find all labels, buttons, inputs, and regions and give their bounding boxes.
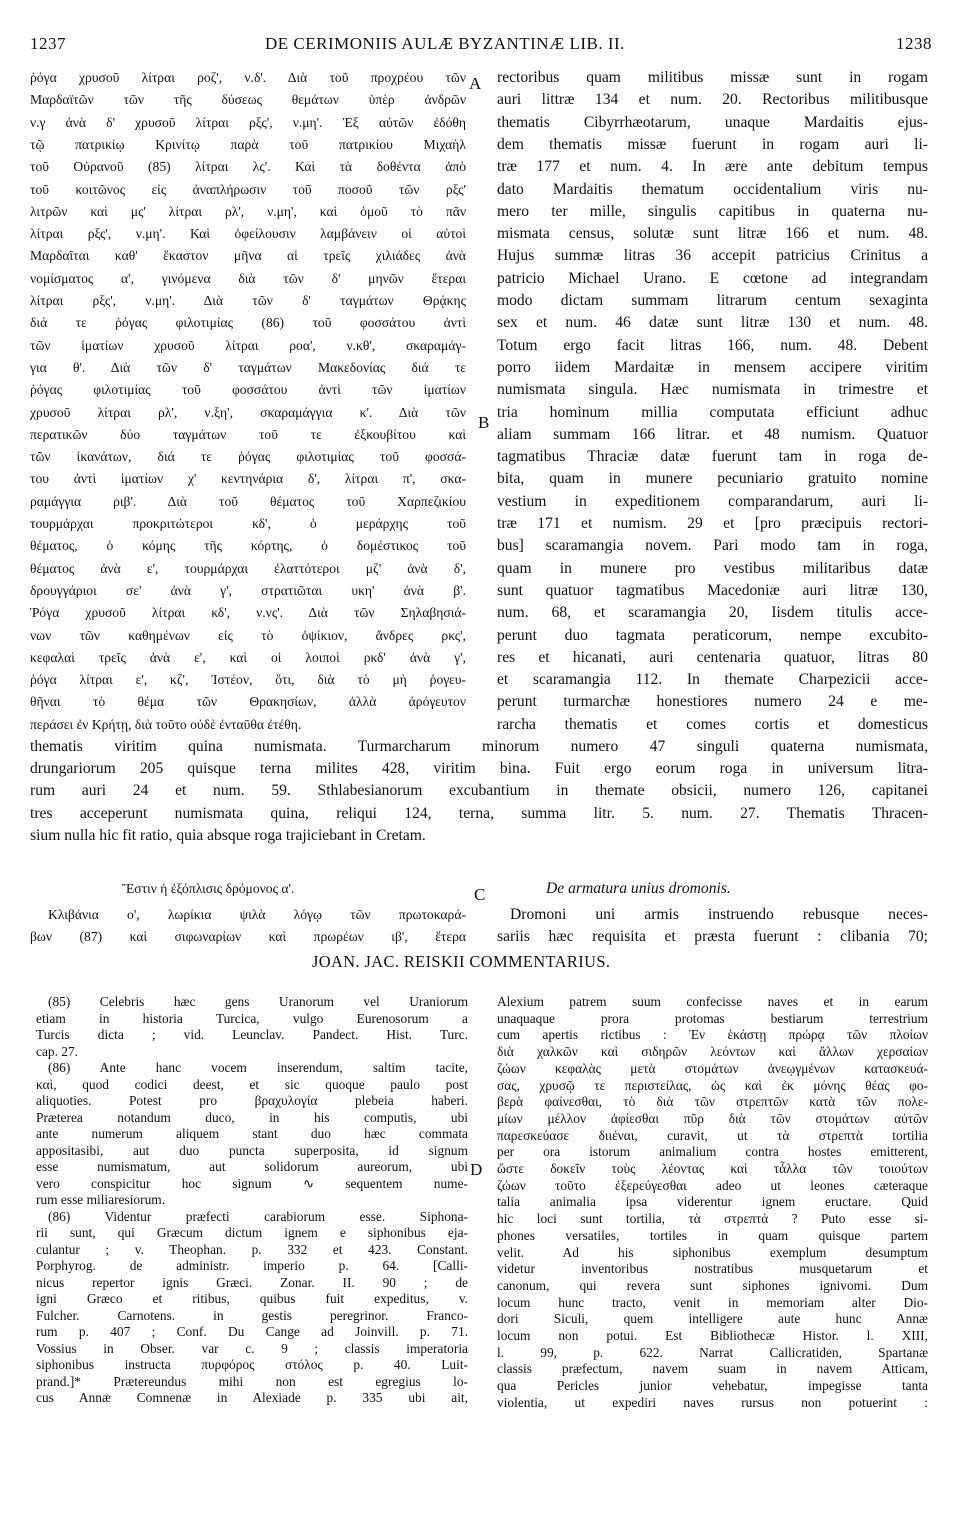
greek-text-line: θέματος, ὁ κόμης τῆς κόρτης, ὁ δομέστικος τοῦ: [30, 538, 466, 554]
greek-text-line: κεφαλαὶ τρεῖς ἀνὰ ε', καὶ οἱ λοιποὶ ρκδ' ἀνὰ γ',: [30, 649, 466, 665]
greek-text-line: τῶν ἱκανάτων, διά τε ῥόγας φιλοτιμίας τοῦ φοσσά-: [30, 449, 466, 465]
page-number-right: 1238: [896, 34, 932, 53]
greek-text-line: λίτραι ρξς', ν.μη'. Διὰ τῶν δ' ταγμάτων Θρᾴκης: [30, 293, 466, 308]
latin-text-line: vestium in expeditionem comparandarum, auri li-: [497, 492, 928, 510]
latin-section-line-2: sariis hæc requisita et præsta fuerunt : clibania 70;: [497, 928, 928, 945]
commentary-line: cum apertis rictibus : Ἐν ἑκάστῃ πρώρᾳ τῶν πλοίων: [497, 1027, 928, 1043]
latin-text-line: bita, quam in munere pecuniario gratuito nomine: [497, 470, 928, 488]
latin-text-line: aliam summam 166 litrar. et 48 numism. Quatuor: [497, 425, 928, 443]
running-title: DE CERIMONIIS AULÆ BYZANTINÆ LIB. II.: [265, 34, 625, 53]
margin-marker-d: D: [470, 1160, 483, 1179]
commentary-line: phones versatiles, tortiles in quam quisque partem: [497, 1227, 928, 1243]
greek-text-line: λιτρῶν καὶ μς' λίτραι ρλ', ν.μη', καὶ ὁμοῦ τὸ πᾶν: [30, 203, 466, 219]
greek-text-line: ῥόγας φιλοτιμίας τοῦ φοσσάτου ἀντὶ τῶν ἱματίων: [30, 382, 466, 398]
greek-text-line: για θ'. Διὰ τῶν δ' ταγμάτων Μακεδονίας διά τε: [30, 359, 466, 375]
footnote-line: Vossius in Obser. var c. 9 ; classis imperatoria: [36, 1340, 468, 1356]
greek-text-line: νων τῶν καθημένων εἰς τὸ ὀψίκιον, ἄνδρες ρκς',: [30, 627, 466, 643]
latin-text-line: auri littræ 134 et num. 20. Rectoribus militibusque: [497, 91, 928, 109]
latin-text-line: thematis Cibyrrhæotarum, unaque Mardaitis ejus-: [497, 113, 928, 131]
commentary-line: per ora istorum animalium contra hostes emitterent,: [497, 1144, 928, 1160]
footnote-line: Fulcher. Carnotens. in gestis peregrinor. Franco-: [36, 1307, 468, 1323]
footnote-line: Turcis dicta ; vid. Leunclav. Pandect. Hist. Turc.: [36, 1027, 468, 1042]
latin-text-line: perunt turmarchæ honestiores numero 24 e me-: [497, 693, 928, 711]
greek-section-line-2: βων (87) καὶ σιφωναρίων καὶ πρωρέων ιβ', ἕτερα: [30, 929, 466, 944]
greek-text-line: ν.γ ἀνὰ δ' χρυσοῦ λίτραι ρξς', ν.μη'. Ἐξ αὐτῶν ἐδόθη: [30, 114, 466, 130]
greek-text-line: λίτραι ρξς', ν.μη'. Καὶ ὀφείλουσιν λαμβάνειν οἱ αὐτοὶ: [30, 226, 466, 242]
commentary-line: βερὰ φαίνεσθαι, τὸ διὰ τῶν στρεπτῶν κατὰ τῶν πολε-: [497, 1094, 928, 1110]
greek-text-line: περάσει ἐν Κρήτῃ, διὰ τοῦτο οὐδὲ ἐνταῦθα ἐτέθη.: [30, 716, 302, 732]
greek-text-line: δρουγγάριοι σε' ἀνὰ γ', στρατιῶται υκη' ἀνὰ β'.: [30, 582, 466, 598]
margin-marker-b: B: [478, 413, 490, 432]
latin-text-line: porro iidem Mardaitæ in mensem accipere viritim: [497, 358, 928, 376]
footnote-line: cap. 27.: [36, 1043, 79, 1059]
latin-text-line: sunt quatuor tagmatibus Macedoniæ auri litræ 130,: [497, 581, 928, 599]
latin-text-line: et scaramangia 112. In themate Charpezicii acce-: [497, 671, 928, 689]
commentary-line: ὥστε δοκεῖν τοὺς λέοντας καὶ τἆλλα τῶν τοιούτων: [497, 1161, 928, 1176]
footnote-line: (86) Videntur præfecti carabiorum esse. Siphona-: [48, 1208, 468, 1224]
latin-text-line: træ 177 et num. 4. In ære ante debitum tempus: [497, 158, 928, 176]
page-number-left: 1237: [30, 34, 66, 53]
latin-text-line: mero ter mille, singulis capitibus in quaterna nu-: [497, 202, 928, 220]
latin-text-line: num. 68, et scaramangia 20, Iisdem titulis acce-: [497, 604, 928, 622]
greek-text-line: τοῦ Οὐρανοῦ (85) λίτραι λς'. Καὶ τὰ δοθέντα ἀπὸ: [30, 159, 466, 175]
greek-text-line: τοῦ κοιτῶνος εἰς ἀναπλήρωσιν τοῦ ποσοῦ τῶν ρξς': [30, 181, 466, 197]
commentary-line: l. 99, p. 622. Narrat Callicratiden, Spartanæ: [497, 1344, 928, 1360]
footnote-line: rii sunt, qui Græcum dictum ignem e siphonibus eja-: [36, 1225, 468, 1240]
commentary-line: ζώων τοῦτο ἐξερεύγεσθαι adeo ut leones cæteraque: [497, 1177, 928, 1193]
footnote-line: καὶ, quod codici deest, et sic quoque paulo post: [36, 1076, 468, 1092]
latin-text-line: dato Mardaitis thematum occidentalium viris nu-: [497, 180, 928, 198]
commentary-line: classis præfectum, navem suam in navem Atticam,: [497, 1361, 928, 1377]
greek-section-line-1: Κλιβάνια ο', λωρίκια ψιλὰ λόγῳ τῶν πρωτοκαρά-: [48, 907, 466, 922]
commentary-line: videtur inventoribus nostratibus musquetarum et: [497, 1261, 928, 1277]
greek-text-line: ῥόγα χρυσοῦ λίτραι ροζ', ν.δ'. Διὰ τοῦ προχρέου τῶν: [30, 70, 466, 85]
footnote-line: rum p. 407 ; Conf. Du Cange ad Joinvill. p. 71.: [36, 1324, 468, 1339]
latin-text-line: bus] scaramangia novem. Pari modo tam in roga,: [497, 537, 928, 555]
commentary-line: violentia, ut expediri naves rursus non potuerint :: [497, 1394, 928, 1410]
commentary-line: παρεσκεύασε διιέναι, curavit, ut τὰ στρεπτὰ tortilia: [497, 1127, 928, 1143]
latin-text-line: Hujus summæ litras 36 accepit patricius Crinitus a: [497, 247, 928, 265]
latin-text-line: patricio Michael Urano. E cœtone ad integrandam: [497, 269, 928, 287]
latin-text-line: res et hicanati, auri centenaria quatuor, litras 80: [497, 648, 928, 666]
greek-text-line: περατικῶν δύο ταγμάτων τοῦ τε ἐξκουβίτου καὶ: [30, 426, 466, 442]
footnote-line: (85) Celebris hæc gens Uranorum vel Uraniorum: [48, 994, 468, 1009]
commentary-line: σας, χρυσῷ τε περιστείλας, ὡς καὶ ἐκ μόνης θέας φο-: [497, 1077, 928, 1093]
latin-text-line: sex et num. 46 datæ sunt litræ 130 et num. 48.: [497, 314, 928, 332]
latin-text-line: tagmatibus Thraciæ datæ fuerunt tam in roga de-: [497, 448, 928, 466]
greek-text-line: θέματος ἀνὰ ε', τουρμάρχαι ἐλαττότεροι μζ' ἀνὰ δ',: [30, 560, 466, 576]
latin-section-heading: De armatura unius dromonis.: [546, 880, 731, 897]
greek-text-line: Μαρδαῖται καθ' ἕκαστον μῆνα αἱ τρεῖς χιλιάδες ἀνὰ: [30, 248, 466, 264]
footnote-line: Porphyrog. de administr. imperio p. 64. [Calli-: [36, 1258, 468, 1273]
footnote-line: aliquoties. Potest pro βραχυλογία plebeia haberi.: [36, 1093, 468, 1108]
greek-text-line: χρυσοῦ λίτραι ρλ', ν.ξη', σκαραμάγγια κ'. Διὰ τῶν: [30, 404, 466, 420]
full-width-line: thematis viritim quina numismata. Turmarcharum minorum numero 47 singuli quaterna numismata,: [30, 738, 928, 755]
commentary-line: Alexium patrem suum confecisse naves et in earum: [497, 994, 928, 1009]
greek-text-line: τῶν ἱματίων χρυσοῦ λίτραι ροα', ν.κθ', σκαραμάγ-: [30, 337, 466, 353]
latin-text-line: træ 171 et numism. 29 et [pro præcipuis rectori-: [497, 515, 928, 532]
greek-text-line: διά τε ῥόγας φιλοτιμίας (86) τοῦ φοσσάτου ἀντὶ: [30, 315, 466, 331]
footnote-line: vero conspicitur hoc signum ∿ sequentem nume-: [36, 1175, 468, 1191]
latin-text-line: mismata census, solutæ sunt litræ 166 et num. 48.: [497, 225, 928, 243]
footnote-line: ante numerum aliquem stant duo hæc commata: [36, 1126, 468, 1141]
commentary-line: διὰ χαλκῶν καὶ σιδηρῶν λεόντων καὶ ἄλλων χερσαίων: [497, 1044, 928, 1060]
greek-text-line: ραμάγγια ριβ'. Διὰ τοῦ θέματος τοῦ Χαρπεζικίου: [30, 493, 466, 509]
full-width-line: tres acceperunt numismata quina, reliqui 124, terna, summa litr. 5. num. 27. Thematis Thracen-: [30, 804, 928, 822]
footnote-line: Præterea notandum duco, in his computis, ubi: [36, 1109, 468, 1125]
greek-text-line: του ἀντὶ ἱματίων χ' κεντηνάρια δ', λίτραι π', σκα-: [30, 471, 466, 487]
full-width-line: sium nulla hic fit ratio, quia absque roga trajiciebant in Cretam.: [30, 826, 426, 844]
commentary-line: qua Pericles junior vehebatur, impegisse tanta: [497, 1378, 928, 1394]
footnote-line: siphonibus instructa πυρφόρος στόλος p. 40. Luit-: [36, 1357, 468, 1372]
footnote-line: igni Græco et ritibus, quibus fuit expeditus, v.: [36, 1291, 468, 1306]
latin-text-line: dem thematis missæ fuerunt in rogam auri li-: [497, 135, 928, 153]
commentary-line: locum non potui. Est Bibliothecæ Histor. l. XIII,: [497, 1328, 928, 1343]
latin-section-line-1: Dromoni uni armis instruendo rebusque neces-: [510, 906, 928, 923]
commentary-line: canonum, qui revera sunt siphones ignivomi. Dum: [497, 1277, 928, 1293]
latin-text-line: numismata singula. Hæc numismata in trimestre et: [497, 381, 928, 399]
latin-text-line: quam in munere pro vestibus militaribus datæ: [497, 559, 928, 577]
commentary-line: hic loci sunt tortilia, τὰ στρεπτά ? Puto esse si-: [497, 1211, 928, 1227]
margin-marker-c: C: [474, 885, 486, 904]
footnote-line: (86) Ante hanc vocem inserendum, saltim tacite,: [48, 1060, 468, 1075]
commentary-line: unaquaque prora protomas bestiarum terrestrium: [497, 1010, 928, 1026]
greek-text-line: ῥόγα λίτραι ε', κζ', Ἰστέον, ὅτι, διὰ τὸ μὴ ῥογευ-: [30, 672, 466, 688]
greek-text-line: νομίσματος α', γινόμενα διὰ τῶν δ' μηνῶν ἕτεραι: [30, 270, 466, 286]
footnote-line: nicus repertor ignis Græci. Zonar. II. 90 ; de: [36, 1274, 468, 1290]
commentary-line: locum hunc tracto, venit in memoriam alter Dio-: [497, 1294, 928, 1310]
greek-text-line: τῷ πατρικίῳ Κρινίτῳ παρὰ τοῦ πατρικίου Μιχαὴλ: [30, 136, 466, 152]
commentary-line: talia animalia ipsa viderentur ignem eructare. Quid: [497, 1194, 928, 1210]
greek-text-line: Μαρδαϊτῶν τῶν τῆς δύσεως θεμάτων ὑπὲρ ἀνδρῶν: [30, 92, 466, 108]
greek-text-line: θῆναι τὸ θέμα τῶν Θρακησίων, ἀλλὰ ἀρόγευτον: [30, 694, 466, 710]
full-width-line: rum auri 24 et num. 59. Sthlabesianorum excubantium in themate obsicii, numero 126, capitanei: [30, 782, 928, 800]
footnote-line: appositasibi, aut duo puncta superposita, id signum: [36, 1142, 468, 1158]
full-width-line: drungariorum 205 quisque terna milites 428, viritim bina. Fuit ergo eorum roga in universum litra-: [30, 760, 928, 778]
latin-text-line: perunt duo tagmata peraticorum, nempe excubito-: [497, 626, 928, 644]
footnote-line: etiam in historia Turcica, vulgo Eurenosorum a: [36, 1010, 468, 1026]
commentary-line: μίων μέλλον ἀφίεσθαι πῦρ διὰ τῶν στομάτων αὐτῶν: [497, 1110, 928, 1126]
latin-text-line: modo dictam summam litrarum centum sexaginta: [497, 292, 928, 309]
latin-text-line: Totum ergo facit litras 166, num. 48. Debent: [497, 336, 928, 354]
commentary-heading: JOAN. JAC. REISKII COMMENTARIUS.: [312, 952, 611, 971]
greek-text-line: τουρμάρχαι προκριτώτεροι κδ', ὁ μεράρχης τοῦ: [30, 516, 466, 531]
latin-text-line: rectoribus quam militibus missæ sunt in rogam: [497, 69, 928, 86]
footnote-line: culantur ; v. Theophan. p. 332 et 423. Constant.: [36, 1241, 468, 1257]
commentary-line: dori Siculi, quem intelligere aute hunc Annæ: [497, 1311, 928, 1327]
latin-text-line: tria hominum millia computata efficiunt adhuc: [497, 403, 928, 421]
commentary-line: velit. Ad his siphonibus exemplum desumptum: [497, 1244, 928, 1260]
greek-text-line: Ῥόγα χρυσοῦ λίτραι κδ', ν.νς'. Διὰ τῶν Σηλαβησιά-: [30, 605, 466, 621]
footnote-line: rum esse miliaresiorum.: [36, 1192, 166, 1207]
footnote-line: prand.]* Prætereundus mihi non est egregius lo-: [36, 1373, 468, 1389]
footnote-line: cus Annæ Comnenæ in Alexiade p. 335 ubi ait,: [36, 1390, 468, 1405]
latin-text-line: rarcha thematis et comes cortis et domesticus: [497, 715, 928, 733]
footnote-line: esse numismatum, aut solidorum aureorum, ubi: [36, 1159, 468, 1174]
greek-section-heading: Ἔστιν ἡ ἐξόπλισις δρόμονος α'.: [122, 881, 295, 896]
margin-marker-a: A: [469, 74, 482, 93]
commentary-line: ζώων κεφαλὰς μετὰ στομάτων ἀνεῳγμένων κατασκευά-: [497, 1060, 928, 1076]
